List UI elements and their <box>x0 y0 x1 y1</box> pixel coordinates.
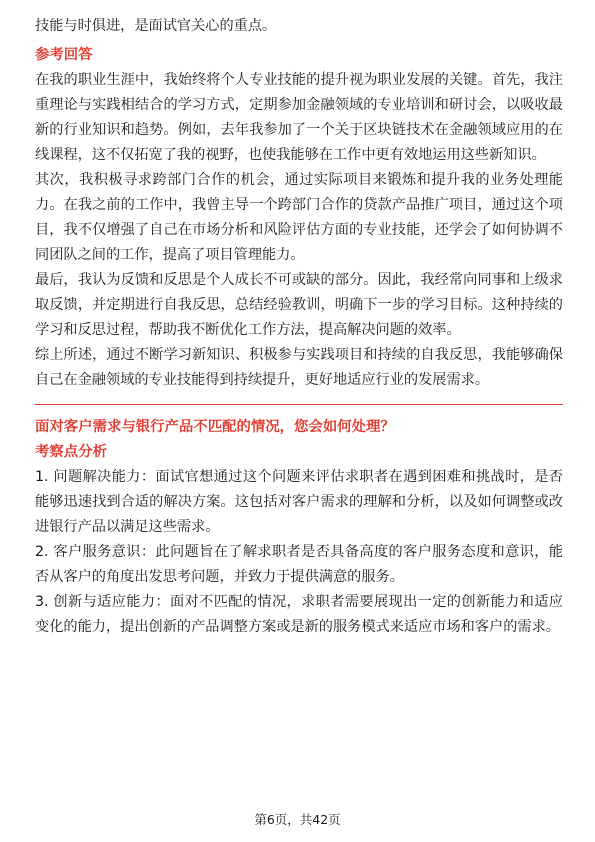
analysis-item-3: 3. 创新与适应能力：面对不匹配的情况，求职者需要展现出一定的创新能力和适应变化的能力，提出创新的产品调整方案或是新的服务模式来适应市场和客户的需求。 <box>35 594 563 635</box>
answer-paragraph-3: 最后，我认为反馈和反思是个人成长不可或缺的部分。因此，我经常向同事和上级求取反馈，并定期进行自我反思，总结经验教训，明确下一步的学习目标。这种持续的学习和反思过程，帮助我不断优化工作方法，提高解决问题的效率。 <box>35 272 563 338</box>
section-divider <box>35 404 563 405</box>
question-heading: 面对客户需求与银行产品不匹配的情况，您会如何处理？ <box>35 419 395 435</box>
analysis-heading: 考察点分析 <box>35 444 107 460</box>
answer-paragraph-2: 其次，我积极寻求跨部门合作的机会，通过实际项目来锻炼和提升我的业务处理能力。在我之前的工作中，我曾主导一个跨部门合作的贷款产品推广项目，通过这个项目，我不仅增强了自己在市场分析和风险评估方面的专业技能，还学会了如何协调不同团队之间的工作，提高了项目管理能力。 <box>35 172 563 263</box>
analysis-item-2: 2. 客户服务意识：此问题旨在了解求职者是否具备高度的客户服务态度和意识，能否从客户的角度出发思考问题，并致力于提供满意的服务。 <box>35 544 563 585</box>
answer-paragraph-4: 综上所述，通过不断学习新知识、积极参与实践项目和持续的自我反思，我能够确保自己在金融领域的专业技能得到持续提升，更好地适应行业的发展需求。 <box>35 347 563 388</box>
intro-tail-text: 技能与时俱进，是面试官关心的重点。 <box>35 18 277 34</box>
answer-paragraph-1: 在我的职业生涯中，我始终将个人专业技能的提升视为职业发展的关键。首先，我注重理论与实践相结合的学习方式，定期参加金融领域的专业培训和研讨会，以吸收最新的行业知识和趋势。例如，去年我参加了一个关于区块链技术在金融领域应用的在线课程，这不仅拓宽了我的视野，也使我能够在工作中更有效地运用这些新知识。 <box>35 72 563 163</box>
answer-heading: 参考回答 <box>35 47 93 63</box>
page-number-footer: 第6页，共42页 <box>254 812 341 827</box>
page-content <box>35 14 563 640</box>
analysis-item-1: 1. 问题解决能力：面试官想通过这个问题来评估求职者在遇到困难和挑战时，是否能够迅速找到合适的解决方案。这包括对客户需求的理解和分析，以及如何调整或改进银行产品以满足这些需求。 <box>35 469 563 535</box>
